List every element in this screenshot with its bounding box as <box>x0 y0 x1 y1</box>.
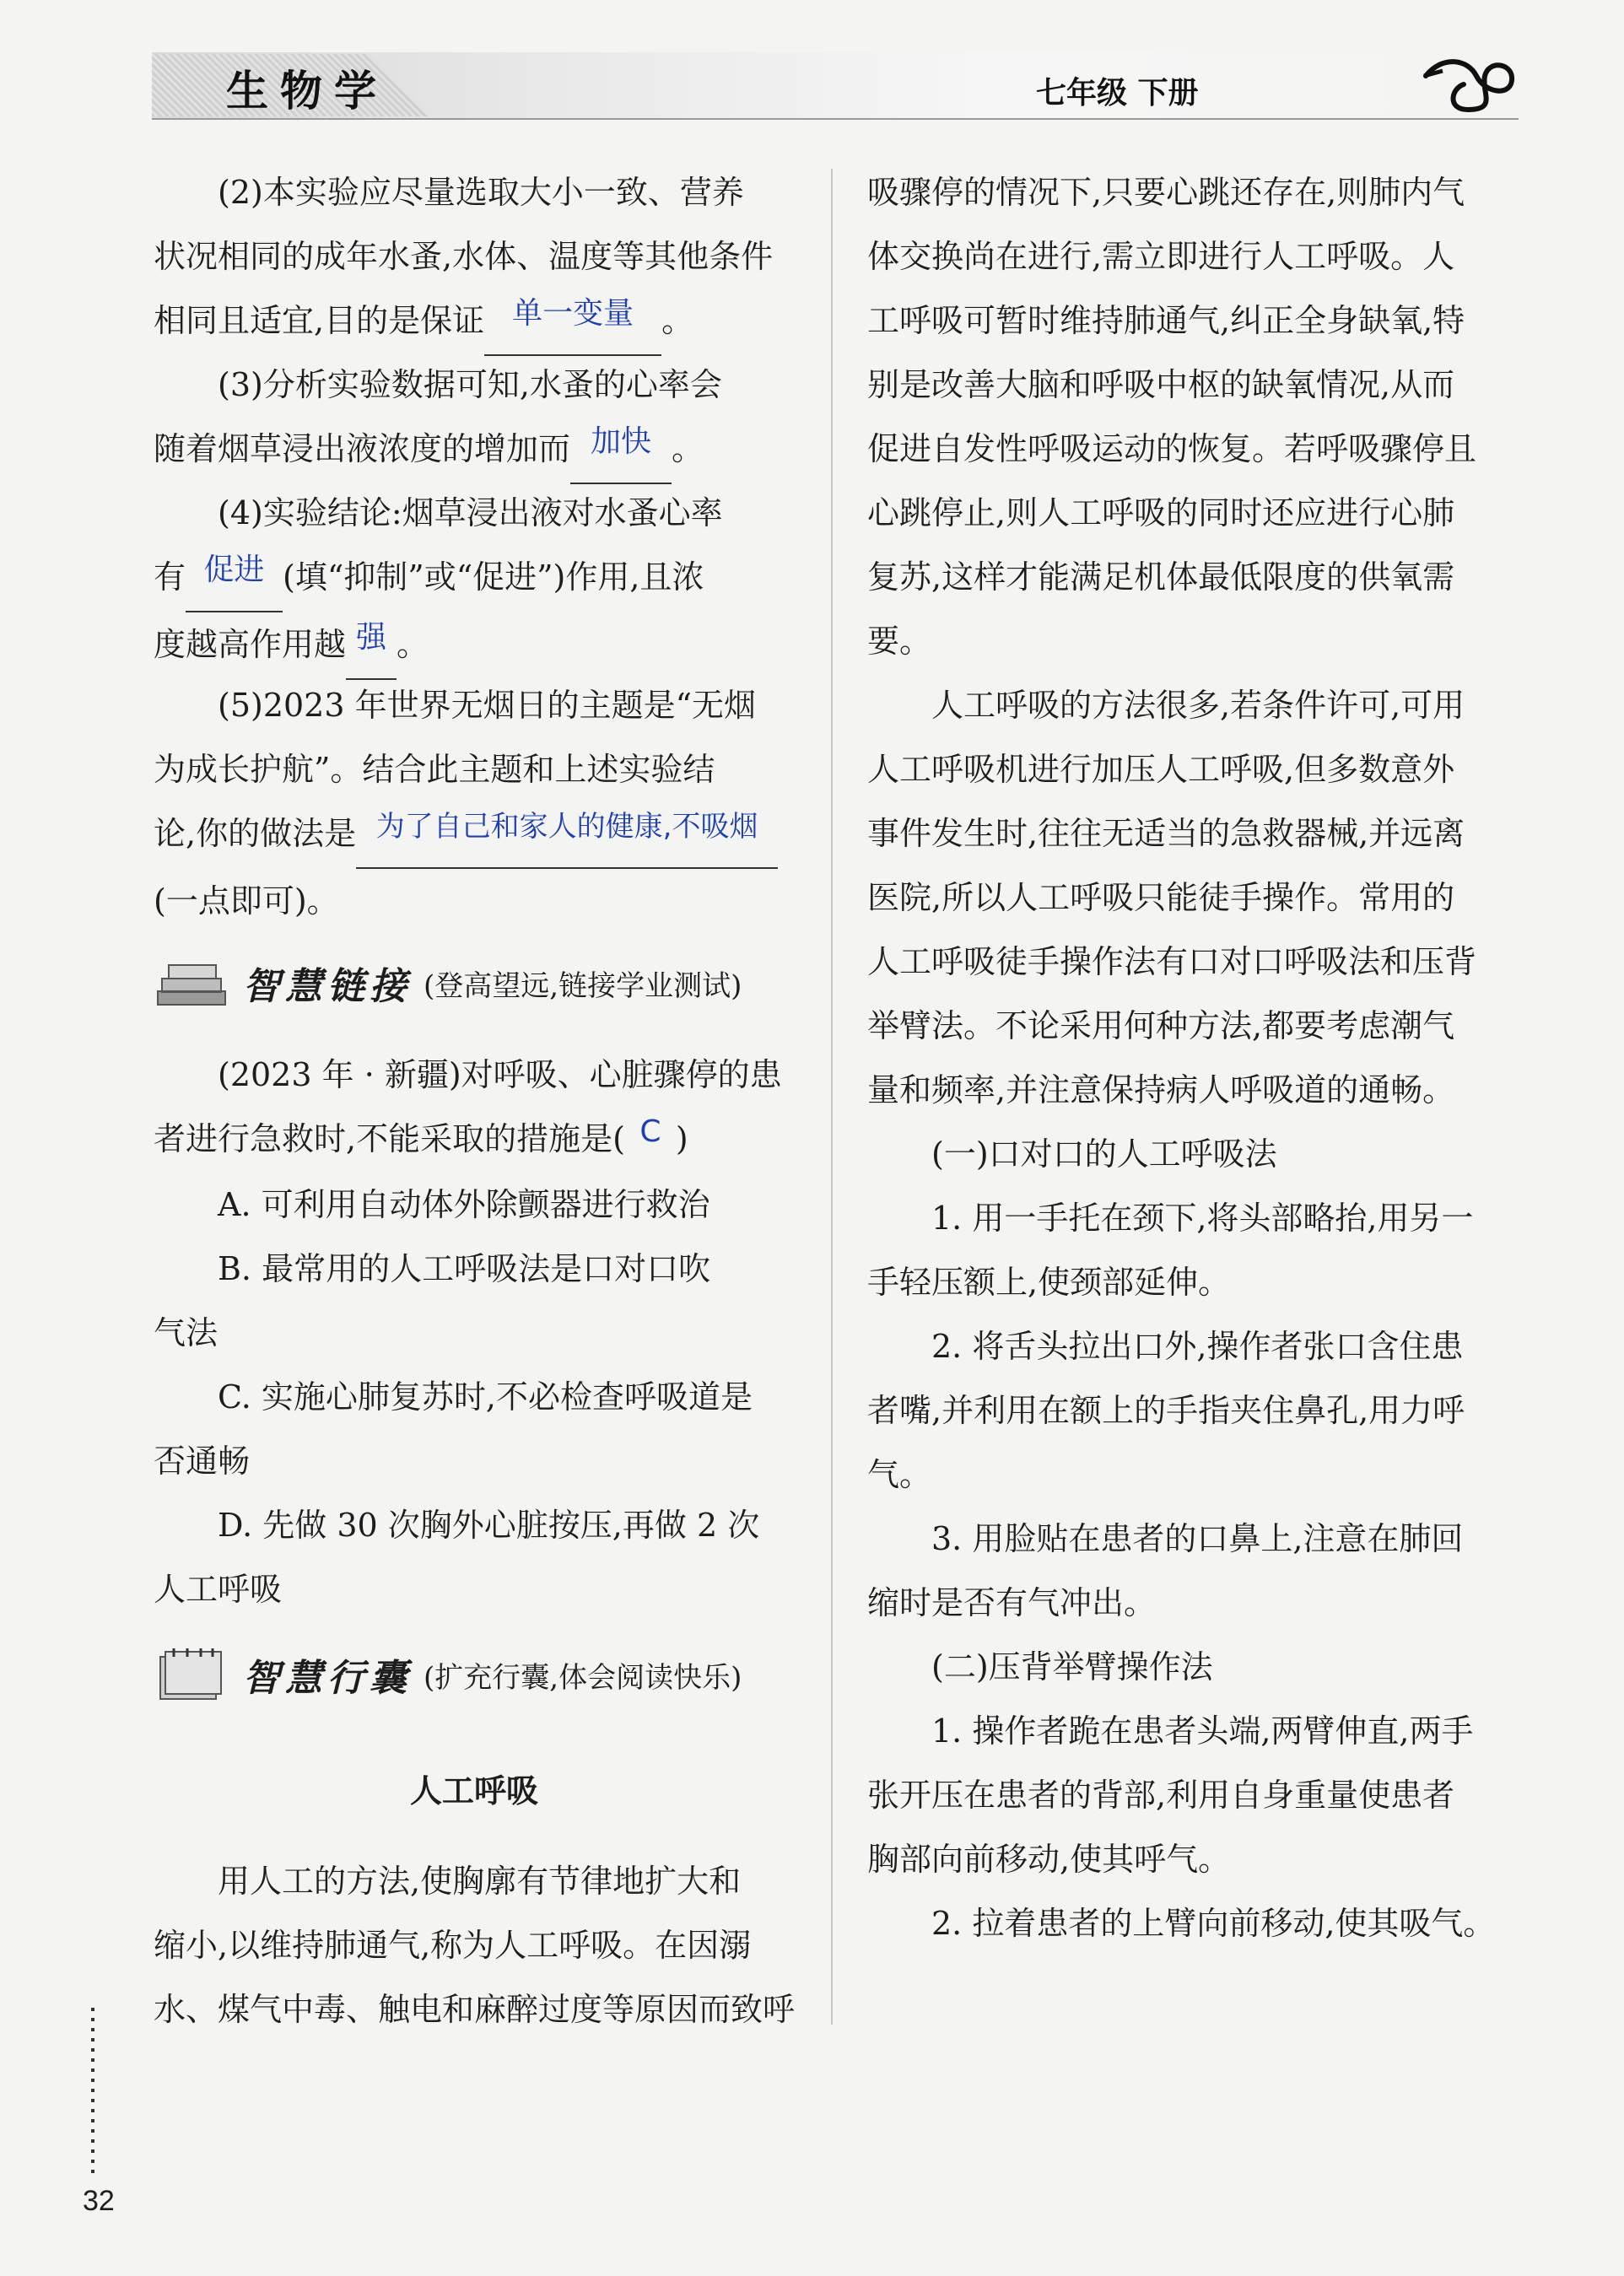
header-rule <box>152 118 1519 120</box>
answer-blank: 促进 <box>186 545 283 612</box>
grade-label: 七年级 下册 <box>1036 76 1199 111</box>
article-paragraph-2: 人工呼吸的方法很多,若条件许可,可用 人工呼吸机进行加压人工呼吸,但多数意外 事件发生时,往往无适当的急救器械,并远离 医院,所以人工呼吸只能徒手操作。常用的 人工呼吸徒手操作法有口对口呼吸法和压背 举臂法。不论采用何种方法,都要考虑潮气 量和频率,并注意保持病人呼吸道的通畅。 <box>867 687 1477 1108</box>
method-1-heading: (一)口对口的人工呼吸法 <box>931 1135 1277 1173</box>
answer-blank: 加快 <box>570 417 672 484</box>
book-title: 生物学 <box>226 67 388 116</box>
method-1-section: (一)口对口的人工呼吸法 1. 用一手托在颈下,将头部略抬,用另一 手轻压额上,使颈部延伸。 2. 将舌头拉出口外,操作者张口含住患 者嘴,并利用在额上的手指夹住鼻孔,用力呼 气。 3. 用脸贴在患者的口鼻上,注意在肺回 缩时是否有气冲出。 <box>867 1122 1508 1635</box>
question-5: (5)2023 年世界无烟日的主题是“无烟 为成长护航”。结合此主题和上述实验结 论,你的做法是 为了自己和家人的健康,不吸烟 (一点即可)。 <box>154 673 795 933</box>
margin-dotted-rule <box>91 2008 94 2176</box>
column-divider <box>831 169 833 2025</box>
bird-logo-icon <box>1417 51 1519 118</box>
method-2-heading: (二)压背举臂操作法 <box>931 1648 1213 1685</box>
section-bag-header: 智慧行囊 (扩充行囊,体会阅读快乐) <box>154 1645 742 1704</box>
option-a: A. 可利用自动体外除颤器进行救治 <box>218 1186 710 1223</box>
page-number: 32 <box>83 2185 115 2217</box>
answer-blank: 强 <box>346 612 397 680</box>
question-3: (3)分析实验数据可知,水蚤的心率会 随着烟草浸出液浓度的增加而 加快 。 <box>154 353 795 484</box>
article-intro: 用人工的方法,使胸廓有节律地扩大和 缩小,以维持肺通气,称为人工呼吸。在因溺 水、煤气中毒、触电和麻醉过度等原因而致呼 <box>154 1863 796 2028</box>
method-2-section: (二)压背举臂操作法 1. 操作者跪在患者头端,两臂伸直,两手 张开压在患者的背部,利用自身重量使患者 胸部向前移动,使其呼气。 2. 拉着患者的上臂向前移动,使其吸气。 <box>867 1635 1508 1955</box>
article-title: 人工呼吸 <box>409 1772 538 1809</box>
mcq-answer: C <box>639 1114 661 1149</box>
answer-blank: 为了自己和家人的健康,不吸烟 <box>356 801 778 869</box>
question-2: (2)本实验应尽量选取大小一致、营养 状况相同的成年水蚤,水体、温度等其他条件 相同且适宜,目的是保证 单一变量 。 <box>154 160 795 356</box>
question-4: (4)实验结论:烟草浸出液对水蚤心率 有 促进 (填“抑制”或“促进”)作用,且浓 度越高作用越 强 。 <box>154 481 795 680</box>
option-c: C. 实施心肺复苏时,不必检查呼吸道是 <box>218 1378 753 1416</box>
section-link-header: 智慧链接 (登高望远,链接学业测试) <box>154 953 742 1012</box>
answer-blank: 单一变量 <box>484 289 661 356</box>
option-d: D. 先做 30 次胸外心脏按压,再做 2 次 <box>218 1507 760 1544</box>
mcq-question: (2023 年 · 新疆)对呼吸、心脏骤停的患 者进行急救时,不能采取的措施是( C ) A. 可利用自动体外除颤器进行救治 B. 最常用的人工呼吸法是口对口吹 气法 C. 实施心肺复苏时,不必检查呼吸道是 否通畅 D. 先做 30 次胸外心脏按压,再做 2 次 人工呼吸 <box>154 1043 795 1621</box>
article-paragraph-1: 吸骤停的情况下,只要心跳还存在,则肺内气 体交换尚在进行,需立即进行人工呼吸。人 工呼吸可暂时维持肺通气,纠正全身缺氧,特 别是改善大脑和呼吸中枢的缺氧情况,从而 促进自发性呼吸运动的恢复。若呼吸骤停且 心跳停止,则人工呼吸的同时还应进行心肺 复苏,这样才能满足机体最低限度的供氧需 要。 <box>867 174 1477 660</box>
option-b: B. 最常用的人工呼吸法是口对口吹 <box>218 1250 711 1287</box>
books-icon <box>154 953 229 1012</box>
calendar-icon <box>154 1645 229 1704</box>
